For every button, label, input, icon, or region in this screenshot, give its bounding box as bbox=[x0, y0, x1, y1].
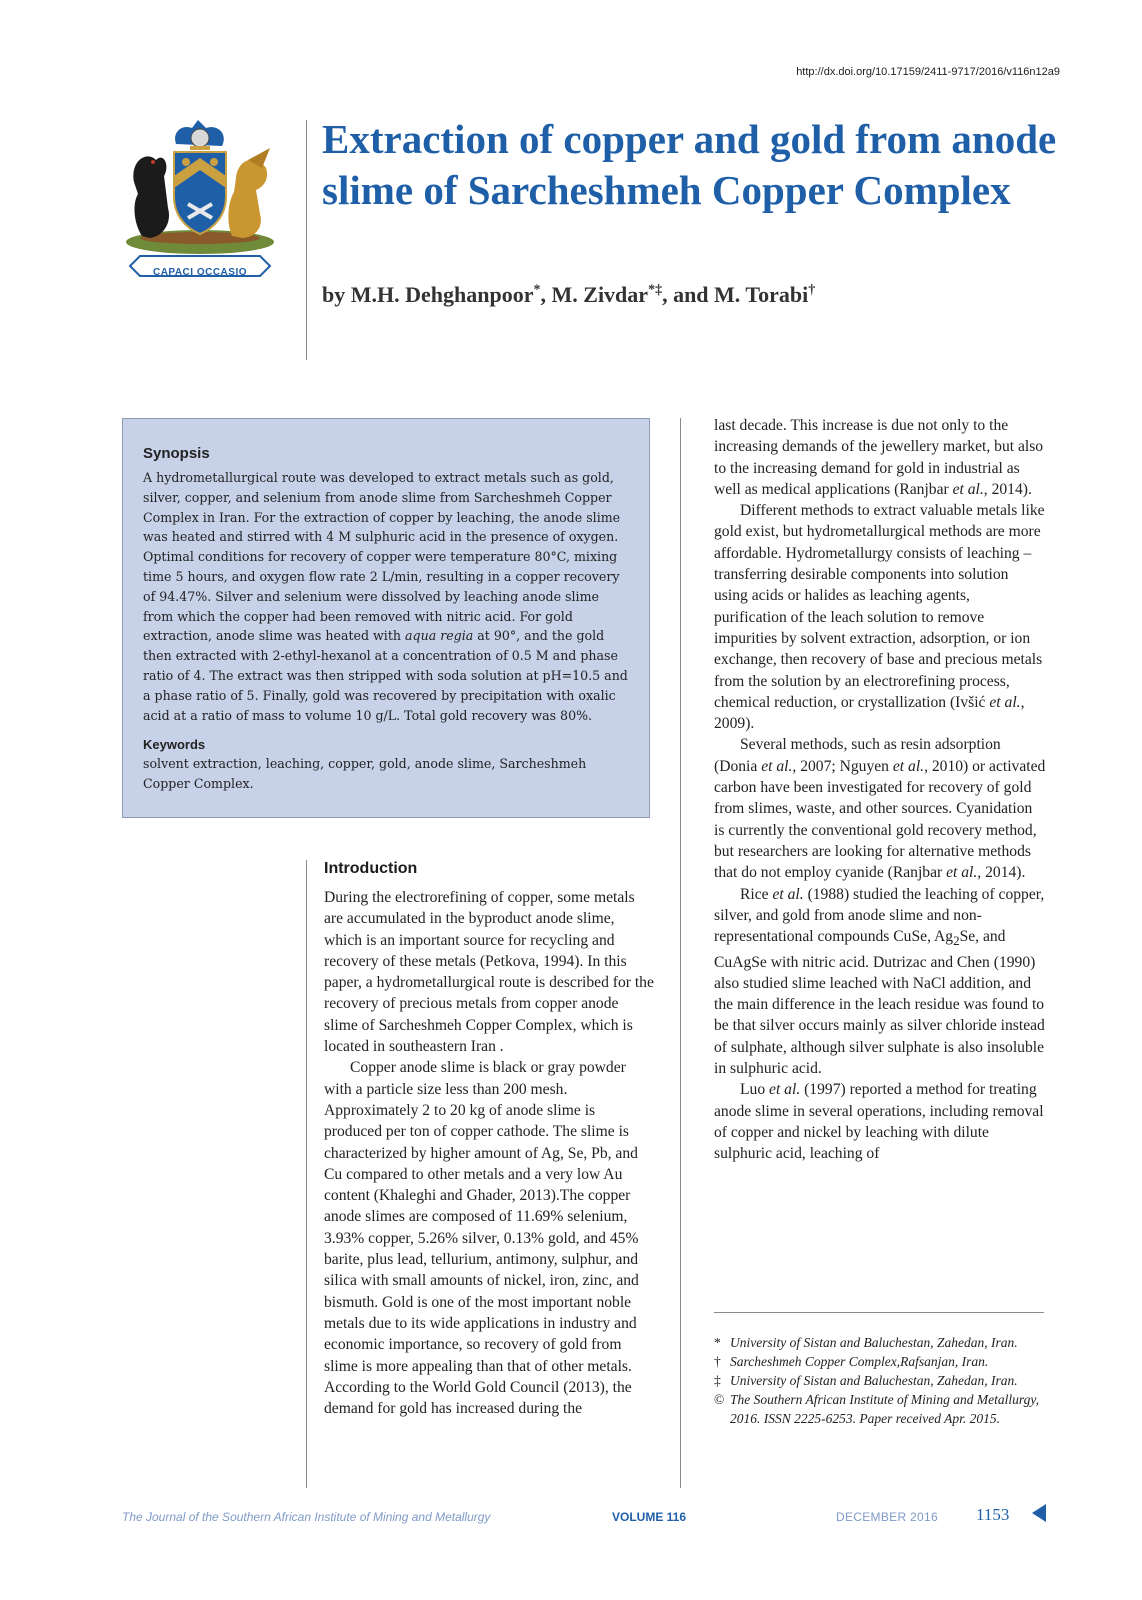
crest-motto: CAPACI OCCASIO bbox=[152, 267, 248, 278]
right-paragraph-1: last decade. This increase is due not only to the increasing demands of the jewellery market, but also to the increasing demand for gold in industrial as well as medical applications (Ranjbar et al., 2014). bbox=[714, 417, 1044, 498]
doi-link[interactable]: http://dx.doi.org/10.17159/2411-9717/2016/v116n12a9 bbox=[796, 66, 1060, 78]
page-arrow-icon bbox=[1032, 1504, 1046, 1522]
page-number: 1153 bbox=[976, 1505, 1010, 1524]
intro-divider bbox=[306, 860, 307, 1488]
author-torabi: M. Torabi bbox=[714, 282, 809, 307]
affiliation-mark: † bbox=[808, 282, 816, 298]
affiliation-mark: *‡ bbox=[648, 282, 663, 298]
footer-date: DECEMBER 2016 bbox=[836, 1510, 938, 1524]
author-prefix: by bbox=[322, 282, 351, 307]
author-line bbox=[322, 282, 1082, 308]
author-dehghanpoor: M.H. Dehghanpoor bbox=[350, 282, 534, 307]
footnote-item: © The Southern African Institute of Mining and Metallurgy, 2016. ISSN 2225-6253. Paper received Apr. 2015. bbox=[714, 1392, 1039, 1426]
right-text-column bbox=[714, 415, 1046, 1165]
affiliation-mark: * bbox=[533, 282, 541, 298]
introduction-heading: Introduction bbox=[324, 860, 418, 877]
right-paragraph-2: Different methods to extract valuable metals like gold exist, but hydrometallurgical methods are more affordable. Hydrometallurgy consists of leaching – transferring desirable components into solution using acids or halides as leaching agents, purification of the leach solution to remove impurities by solvent extraction, adsorption, or ion exchange, then recovery of base and precious metals from the solution by an electrorefining process, chemical reduction, or crystallization (Ivšić et al., 2009). bbox=[714, 502, 1045, 733]
intro-paragraph-2: Copper anode slime is black or gray powder with a particle size less than 200 mesh. Approximately 2 to 20 kg of anode slime is produced per ton of copper cathode. The slime is characterized by higher amount of Ag, Se, Pb, and Cu compared to other metals and a very low Au content (Khaleghi and Ghader, 2013).The copper anode slimes are composed of 11.69% selenium, 3.93% copper, 5.26% silver, 0.13% gold, and 45% barite, plus lead, tellurium, antimony, sulphur, and silica with small amounts of nickel, iron, zinc, and bismuth. Gold is one of the most important noble metals due to its wide applications in industry and economic importance, so recovery of gold from slime is more appealing than that of other metals. According to the World Gold Council (2013), the demand for gold has increased during the bbox=[324, 1059, 639, 1418]
right-paragraph-5: Luo et al. (1997) reported a method for treating anode slime in several operations, including removal of copper and nickel by leaching with dilute sulphuric acid, leaching of bbox=[714, 1081, 1044, 1163]
author-zivdar: M. Zivdar bbox=[551, 282, 649, 307]
footnotes bbox=[714, 1333, 1054, 1428]
institute-crest-logo bbox=[120, 118, 280, 288]
author-separator: , bbox=[540, 282, 552, 307]
keywords-heading: Keywords bbox=[143, 737, 206, 753]
synopsis-heading: Synopsis bbox=[143, 445, 210, 462]
right-paragraph-4: Rice et al. (1988) studied the leaching of copper, silver, and gold from anode slime and non-representational compounds CuSe, $Ag_2Se$, and CuAgSe with nitric acid. Dutrizac and Chen (1990) also studied slime leached with NaCl addition, and the main difference in the leach residue was found to be that silver occurs mainly as silver chloride instead of sulphate, although silver sulphate is also insoluble in sulphuric acid. bbox=[714, 885, 1045, 1078]
footnote-item: † Sarcheshmeh Copper Complex,Rafsanjan, Iran. bbox=[714, 1354, 989, 1369]
synopsis-box bbox=[122, 418, 650, 818]
column-divider bbox=[680, 418, 681, 1488]
keywords-text: solvent extraction, leaching, copper, gold, anode slime, Sarcheshmeh Copper Complex. bbox=[143, 756, 587, 792]
footnote-rule bbox=[714, 1312, 1044, 1313]
footnote-item: * University of Sistan and Baluchestan, Zahedan, Iran. bbox=[714, 1335, 1018, 1350]
footer-journal-name: The Journal of the Southern African Institute of Mining and Metallurgy bbox=[122, 1510, 491, 1524]
author-separator: , and bbox=[662, 282, 715, 307]
footer-volume: VOLUME 116 bbox=[612, 1510, 687, 1524]
header-divider bbox=[306, 120, 307, 360]
aqua-regia-term: aqua regia bbox=[405, 628, 474, 644]
right-paragraph-3: Several methods, such as resin adsorption (Donia et al., 2007; Nguyen et al., 2010) or activated carbon have been investigated for recovery of gold from slimes, waste, and other sources. Cyanidation is currently the conventional gold recovery method, but researchers are looking for alternative methods that do not employ cyanide (Ranjbar et al., 2014). bbox=[714, 736, 1046, 882]
synopsis-text: A hydrometallurgical route was developed to extract metals such as gold, silver, copper, and selenium from anode slime from Sarcheshmeh Copper Complex in Iran. For the extraction of copper by leaching, the anode slime was heated and stirred with 4 M sulphuric acid in the presence of oxygen. Optimal conditions for recovery of copper were temperature 80°C, mixing time 5 hours, and oxygen flow rate 2 L/min, resulting in a copper recovery of 94.47%. Silver and selenium were dissolved by leaching anode slime from which the copper had been removed with nitric acid. For gold extraction, anode slime was heated with aqua regia at 90°, and the gold then extracted with 2-ethyl-hexanol at a concentration of 0.5 M and phase ratio of 4. The extract was then stripped with soda solution at pH=10.5 and a phase ratio of 5. Finally, gold was recovered by precipitation with oxalic acid at a ratio of mass to volume 10 g/L. Total gold recovery was 80%. bbox=[143, 470, 628, 723]
introduction-column bbox=[324, 887, 656, 1419]
footnote-item: ‡ University of Sistan and Baluchestan, Zahedan, Iran. bbox=[714, 1373, 1018, 1388]
intro-paragraph-1: During the electrorefining of copper, some metals are accumulated in the byproduct anode slime, which is an important source for recycling and recovery of these metals (Petkova, 1994). In this paper, a hydrometallurgical route is described for the recovery of precious metals from copper anode slime of Sarcheshmeh Copper Complex, which is located in southeastern Iran . bbox=[324, 889, 654, 1056]
article-title: Extraction of copper and gold from anode slime of Sarcheshmeh Copper Complex bbox=[322, 116, 1057, 213]
